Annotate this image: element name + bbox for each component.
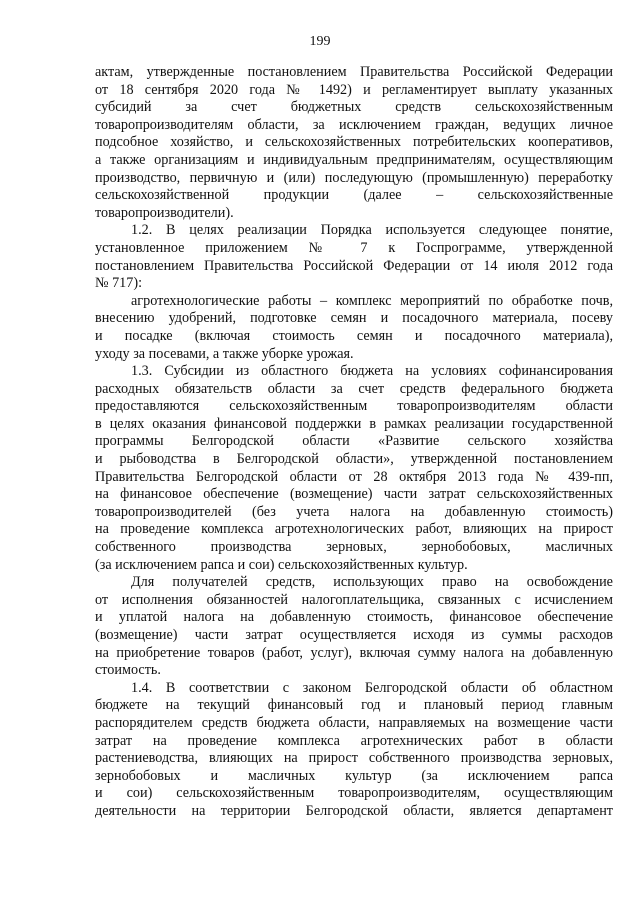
text-line: товаропроизводителей (без учета налога на добавленную стоимость) xyxy=(95,503,613,520)
text-line: на проведение комплекса агротехнологических работ, влияющих на прирост xyxy=(95,521,613,538)
text-line: производство, первичную и (или) последующую (промышленную) переработку xyxy=(95,169,613,186)
text-line: распорядителем средств бюджета области, направляемых на возмещение части xyxy=(95,714,613,731)
text-line: и уплатой налога на добавленную стоимость, финансовое обеспечение xyxy=(95,609,613,626)
text-line: товаропроизводителям области, за исключением граждан, ведущих личное xyxy=(95,116,613,133)
text-line: № 717): xyxy=(95,275,143,292)
text-line: товаропроизводители). xyxy=(95,204,234,221)
text-line: сельскохозяйственной продукции (далее – сельскохозяйственные xyxy=(95,187,613,204)
text-line: программы Белгородской области «Развитие сельского хозяйства xyxy=(95,433,613,450)
document-body xyxy=(95,64,613,821)
text-line: расходных обязательств области за счет средств федерального бюджета xyxy=(95,380,613,397)
text-line: предоставляются сельскохозяйственным товаропроизводителям области xyxy=(95,398,613,415)
text-line: субсидий за счет бюджетных средств сельскохозяйственным xyxy=(95,99,613,116)
text-line: на финансовое обеспечение (возмещение) части затрат сельскохозяйственных xyxy=(95,486,613,503)
text-line: агротехнологические работы – комплекс мероприятий по обработке почв, xyxy=(131,292,613,309)
text-line: Для получателей средств, использующих право на освобождение xyxy=(131,574,613,591)
text-line: от исполнения обязанностей налогоплательщика, связанных с исчислением xyxy=(95,591,613,608)
text-line: 1.4. В соответствии с законом Белгородской области об областном xyxy=(131,679,613,696)
text-line: в целях оказания финансовой поддержки в рамках реализации государственной xyxy=(95,415,613,432)
text-line: от 18 сентября 2020 года № 1492) и регламентирует выплату указанных xyxy=(95,81,613,98)
text-line: затрат на проведение комплекса агротехнических работ в области xyxy=(95,732,613,749)
text-line: деятельности на территории Белгородской области, является департамент xyxy=(95,802,613,819)
text-line: (возмещение) части затрат осуществляется исходя из суммы расходов xyxy=(95,627,613,643)
text-line: зернобобовых и масличных культур (за исключением рапса xyxy=(95,767,613,784)
text-line: и сои) сельскохозяйственным товаропроизводителям, осуществляющим xyxy=(95,785,613,802)
text-line: (за исключением рапса и сои) сельскохозяйственных культур. xyxy=(95,556,468,573)
text-line: подсобное хозяйство, и сельскохозяйственных потребительских кооперативов, xyxy=(95,134,613,151)
text-line: внесению удобрений, подготовке семян и посадочного материала, посеву xyxy=(95,310,613,327)
text-line: собственного производства зерновых, зернобобовых, масличных xyxy=(95,539,613,556)
text-line: актам, утвержденные постановлением Правительства Российской Федерации xyxy=(95,64,613,80)
text-line: и посадке (включая стоимость семян и посадочного материала), xyxy=(95,327,613,344)
text-line: и рыбоводства в Белгородской области», утвержденной постановлением xyxy=(95,451,613,468)
text-line: на приобретение товаров (работ, услуг), включая сумму налога на добавленную xyxy=(95,644,613,661)
text-line: 1.2. В целях реализации Порядка используется следующее понятие, xyxy=(131,222,613,239)
text-line: установленное приложением № 7 к Госпрограмме, утвержденной xyxy=(95,239,613,256)
page-number: 199 xyxy=(309,34,331,49)
text-line: бюджете на текущий финансовый год и плановый период главным xyxy=(95,697,613,714)
text-line: а также организациям и индивидуальным предпринимателям, осуществляющим xyxy=(95,151,613,168)
text-line: 1.3. Субсидии из областного бюджета на условиях софинансирования xyxy=(131,363,613,380)
text-line: уходу за посевами, а также уборке урожая. xyxy=(95,345,354,362)
text-line: постановлением Правительства Российской Федерации от 14 июля 2012 года xyxy=(95,257,613,274)
text-line: растениеводства, влияющих на прирост собственного производства зерновых, xyxy=(95,750,613,767)
text-line: Правительства Белгородской области от 28 октября 2013 года № 439-пп, xyxy=(95,468,613,485)
text-line: стоимость. xyxy=(95,662,161,679)
